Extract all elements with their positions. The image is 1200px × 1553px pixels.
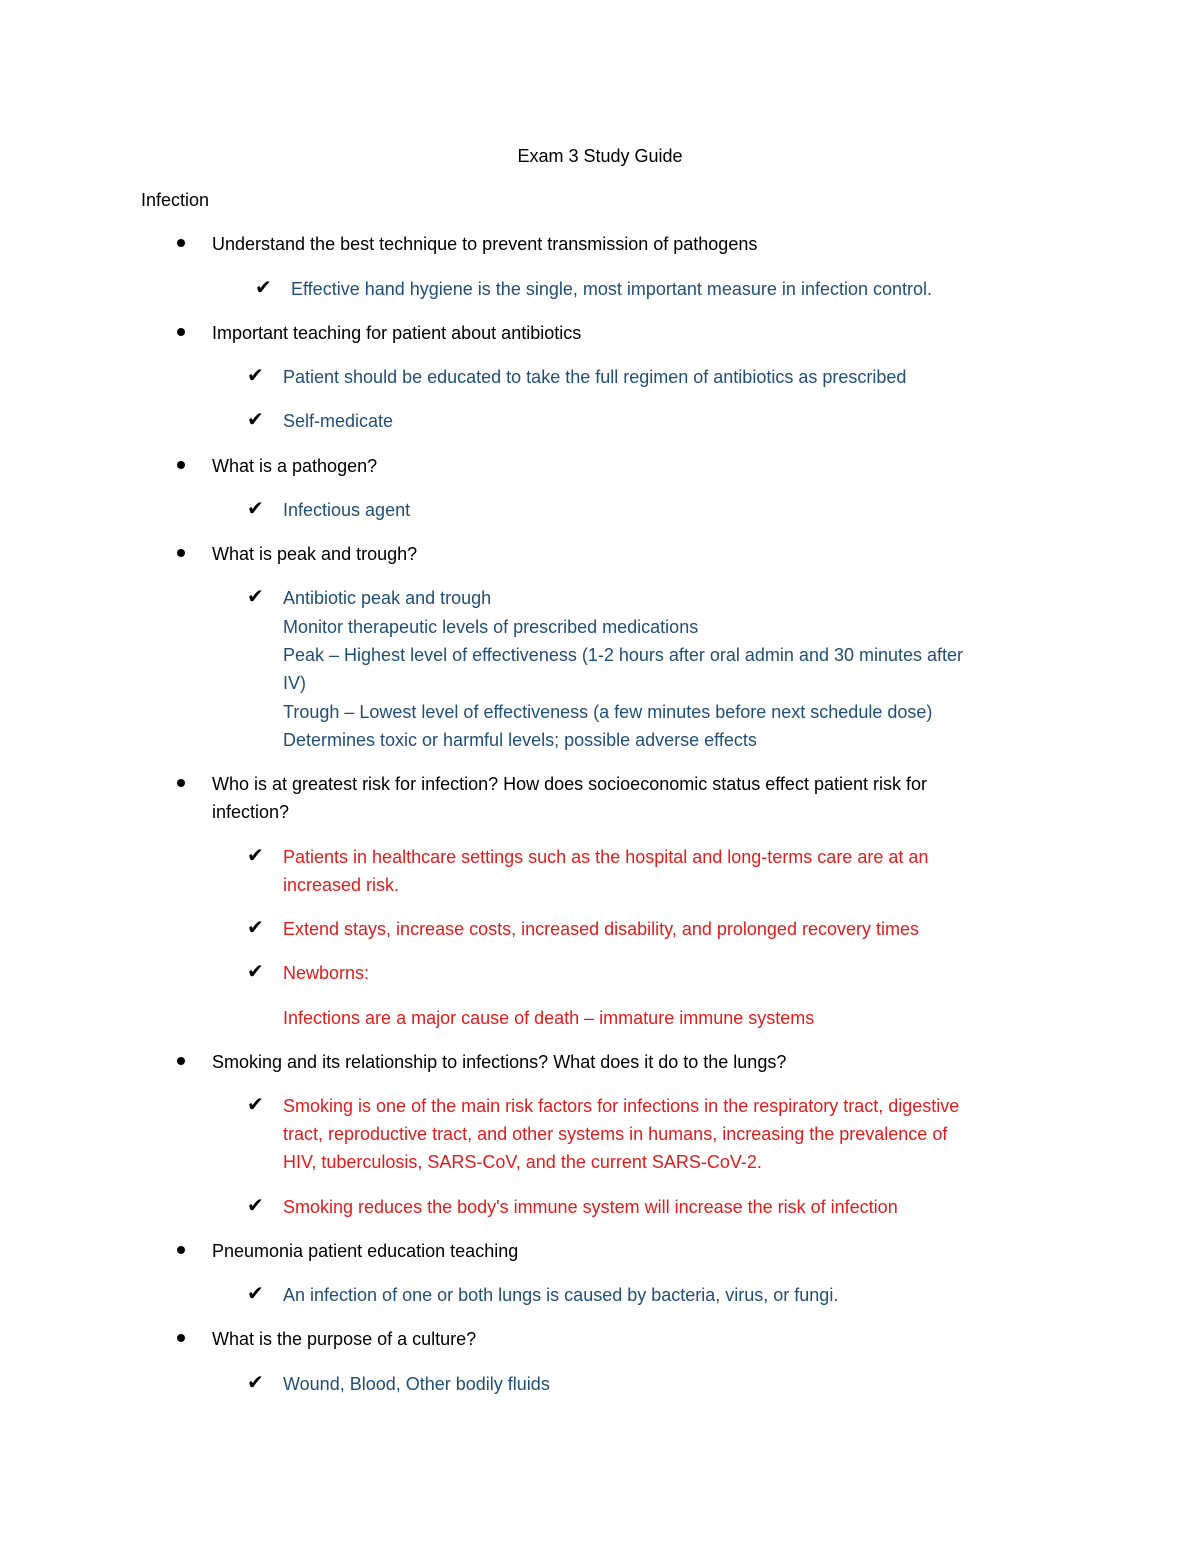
section-heading: Infection [141,190,210,210]
question-5-line-1: Who is at greatest risk for infection? How does socioeconomic status effect patient risk for [212,774,927,794]
question-2: Important teaching for patient about antibiotics [212,323,582,343]
detail-4-4: Trough – Lowest level of effectiveness (a few minutes before next schedule dose) [283,702,933,722]
answer-7-1: An infection of one or both lungs is caused by bacteria, virus, or fungi. [283,1285,839,1305]
answer-5-1-line-1: Patients in healthcare settings such as the hospital and long-terms care are at an [283,847,929,867]
bullet-icon [177,549,185,557]
question-4: What is peak and trough? [212,544,418,564]
bullet-icon [177,461,185,469]
answer-4-1: Antibiotic peak and trough [283,588,492,608]
answer-5-1-line-2: increased risk. [283,875,400,895]
check-icon: ✔ [247,1372,264,1394]
check-icon: ✔ [247,409,264,431]
answer-5-3: Newborns: [283,963,370,983]
detail-4-2: Peak – Highest level of effectiveness (1-2 hours after oral admin and 30 minutes after [283,645,964,665]
check-icon: ✔ [255,277,272,299]
check-icon: ✔ [247,365,264,387]
check-icon: ✔ [247,498,264,520]
answer-6-1-line-2: tract, reproductive tract, and other systems in humans, increasing the prevalence of [283,1124,948,1144]
answer-6-1-line-1: Smoking is one of the main risk factors for infections in the respiratory tract, digestive [283,1096,960,1116]
answer-3-1: Infectious agent [283,500,411,520]
question-7: Pneumonia patient education teaching [212,1241,519,1261]
answer-6-1-line-3: HIV, tuberculosis, SARS-CoV, and the current SARS-CoV-2. [283,1152,762,1172]
question-5-line-2: infection? [212,802,290,822]
answer-8-1: Wound, Blood, Other bodily fluids [283,1374,550,1394]
question-1: Understand the best technique to prevent transmission of pathogens [212,234,758,254]
answer-1-1: Effective hand hygiene is the single, most important measure in infection control. [291,279,933,299]
answer-5-2: Extend stays, increase costs, increased disability, and prolonged recovery times [283,919,919,939]
check-icon: ✔ [247,1283,264,1305]
detail-4-3: IV) [283,673,307,693]
check-icon: ✔ [247,1094,264,1116]
bullet-icon [177,1057,185,1065]
bullet-icon [177,1246,185,1254]
bullet-icon [177,239,185,247]
check-icon: ✔ [247,1195,264,1217]
page-title: Exam 3 Study Guide [517,146,683,166]
question-6: Smoking and its relationship to infections? What does it do to the lungs? [212,1052,787,1072]
detail-5-1: Infections are a major cause of death – immature immune systems [283,1008,815,1028]
bullet-icon [177,328,185,336]
check-icon: ✔ [247,845,264,867]
check-icon: ✔ [247,961,264,983]
detail-4-1: Monitor therapeutic levels of prescribed medications [283,617,699,637]
answer-2-1: Patient should be educated to take the full regimen of antibiotics as prescribed [283,367,907,387]
check-icon: ✔ [247,586,264,608]
answer-2-2: Self-medicate [283,411,394,431]
question-3: What is a pathogen? [212,456,378,476]
answer-6-2: Smoking reduces the body's immune system will increase the risk of infection [283,1197,898,1217]
bullet-icon [177,1334,185,1342]
bullet-icon [177,779,185,787]
check-icon: ✔ [247,917,264,939]
detail-4-5: Determines toxic or harmful levels; possible adverse effects [283,730,757,750]
question-8: What is the purpose of a culture? [212,1329,477,1349]
